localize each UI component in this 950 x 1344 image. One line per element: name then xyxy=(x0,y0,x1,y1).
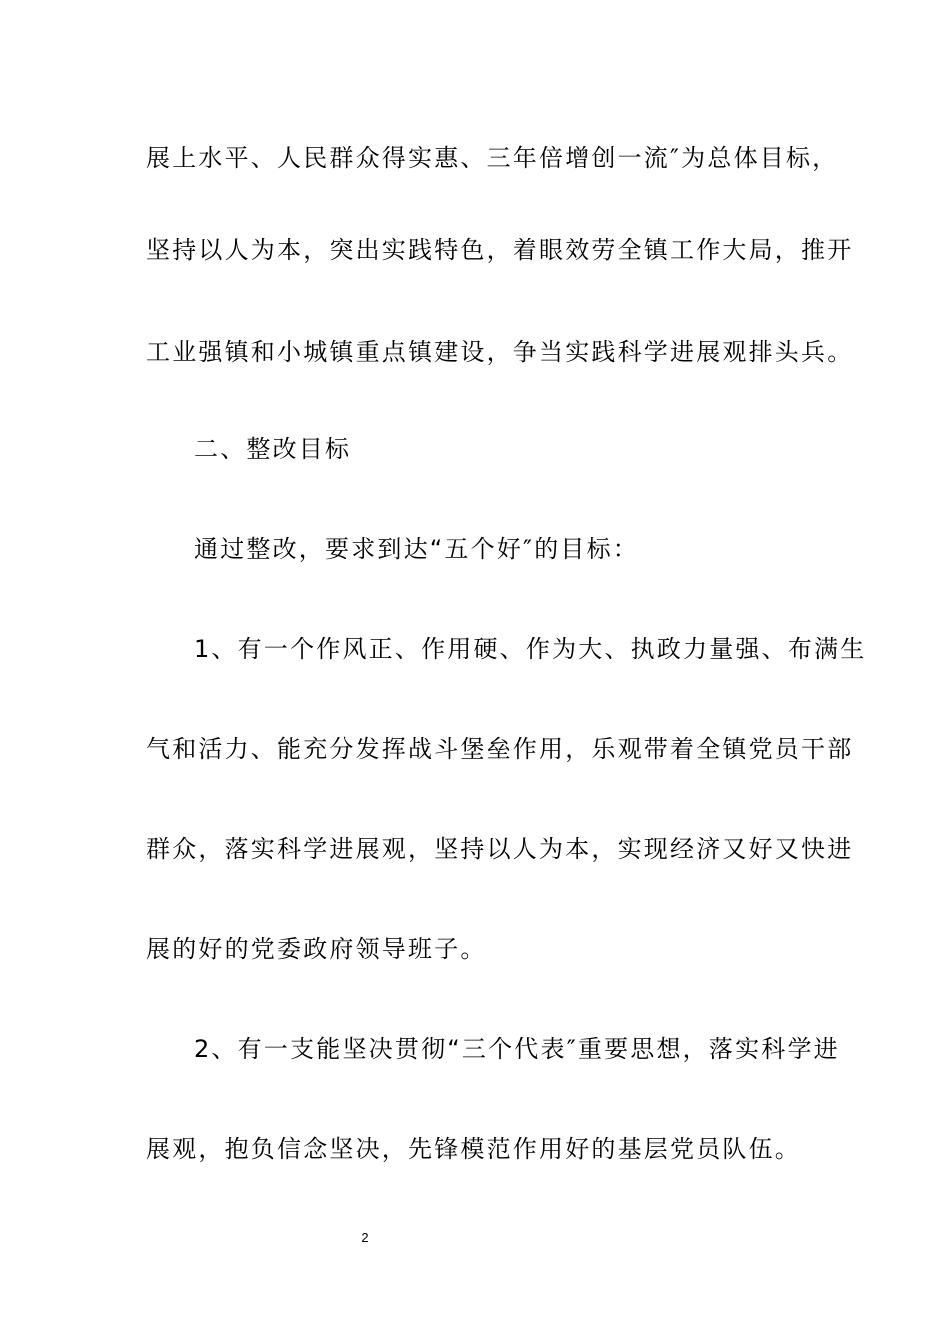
paragraph-line: 群众，落实科学进展观，坚持以人为本，实现经济又好又快进 xyxy=(146,835,854,863)
paragraph-line: 展上水平、人民群众得实惠、三年倍增创一流″为总体目标， xyxy=(146,144,839,172)
paragraph-line: 通过整改，要求到达“五个好″的目标： xyxy=(194,535,639,563)
paragraph-line: 坚持以人为本，突出实践特色，着眼效劳全镇工作大局，推开 xyxy=(146,236,854,264)
paragraph-line: 展的好的党委政府领导班子。 xyxy=(146,935,487,963)
paragraph-line: 气和活力、能充分发挥战斗堡垒作用，乐观带着全镇党员干部 xyxy=(146,735,854,763)
list-item-1: 1、有一个作风正、作用硬、作为大、执政力量强、布满生 xyxy=(194,635,867,663)
paragraph-line: 工业强镇和小城镇重点镇建设，争当实践科学进展观排头兵。 xyxy=(146,338,854,366)
paragraph-line: 展观，抱负信念坚决，先锋模范作用好的基层党员队伍。 xyxy=(146,1135,801,1163)
list-item-2: 2、有一支能坚决贯彻“三个代表″重要思想，落实科学进 xyxy=(194,1035,840,1063)
page-number: 2 xyxy=(361,1230,369,1245)
section-heading: 二、整改目标 xyxy=(194,435,352,463)
